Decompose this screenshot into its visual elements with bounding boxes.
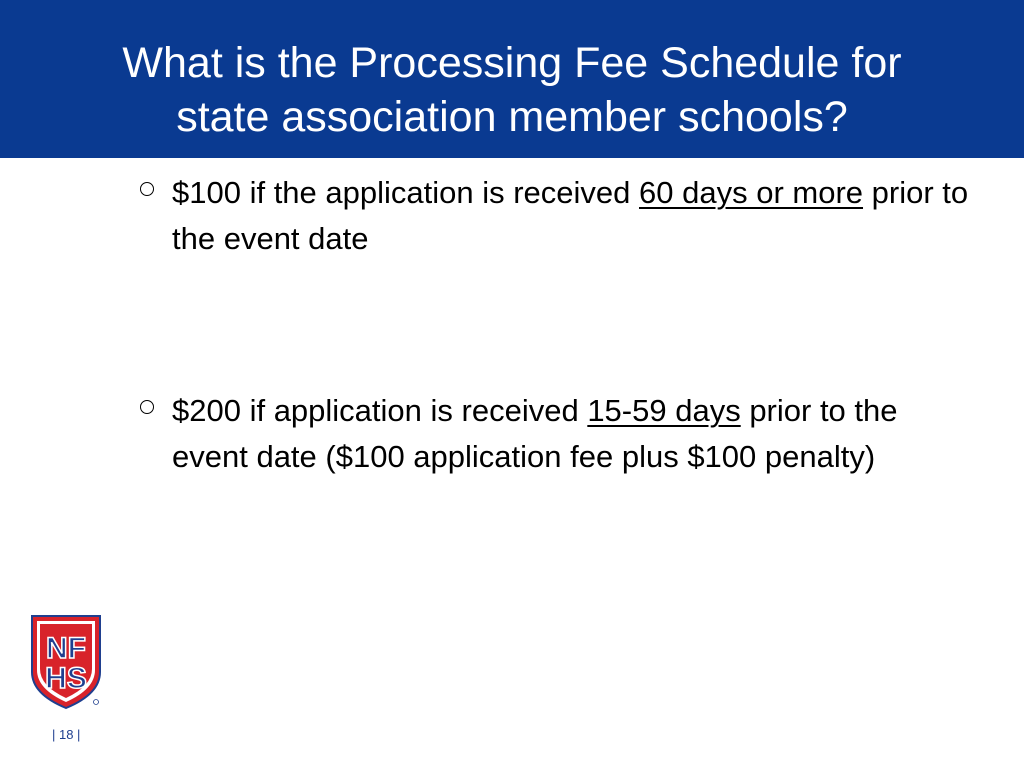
- slide-title-line-1: What is the Processing Fee Schedule for: [122, 39, 902, 87]
- svg-text:HS: HS: [45, 662, 87, 695]
- bullet-2-tail: prior to the event date ($100 application fee plus $100 penalty): [172, 393, 898, 474]
- bullet-1-lead: $100 if the application is received: [172, 175, 640, 210]
- page-number: | 18 |: [52, 727, 81, 742]
- bullet-item-2: [140, 388, 980, 480]
- svg-text:NF: NF: [46, 632, 86, 665]
- bullet-circle-icon: [140, 182, 154, 196]
- bullet-1-tail: prior to the event date: [172, 175, 969, 256]
- bullet-circle-icon: [140, 400, 154, 414]
- bullet-text-1: [172, 170, 980, 262]
- bullet-item-1: [140, 170, 980, 262]
- slide-title-line-2: state association member schools?: [176, 93, 848, 141]
- nfhs-logo: [30, 614, 102, 710]
- bullet-text-2: [172, 388, 980, 480]
- slide-title: [0, 36, 1024, 144]
- bullet-1-emphasis: 60 days or more: [639, 175, 864, 210]
- bullet-2-emphasis: 15-59 days: [587, 393, 741, 428]
- bullet-2-lead: $200 if application is received: [172, 393, 588, 428]
